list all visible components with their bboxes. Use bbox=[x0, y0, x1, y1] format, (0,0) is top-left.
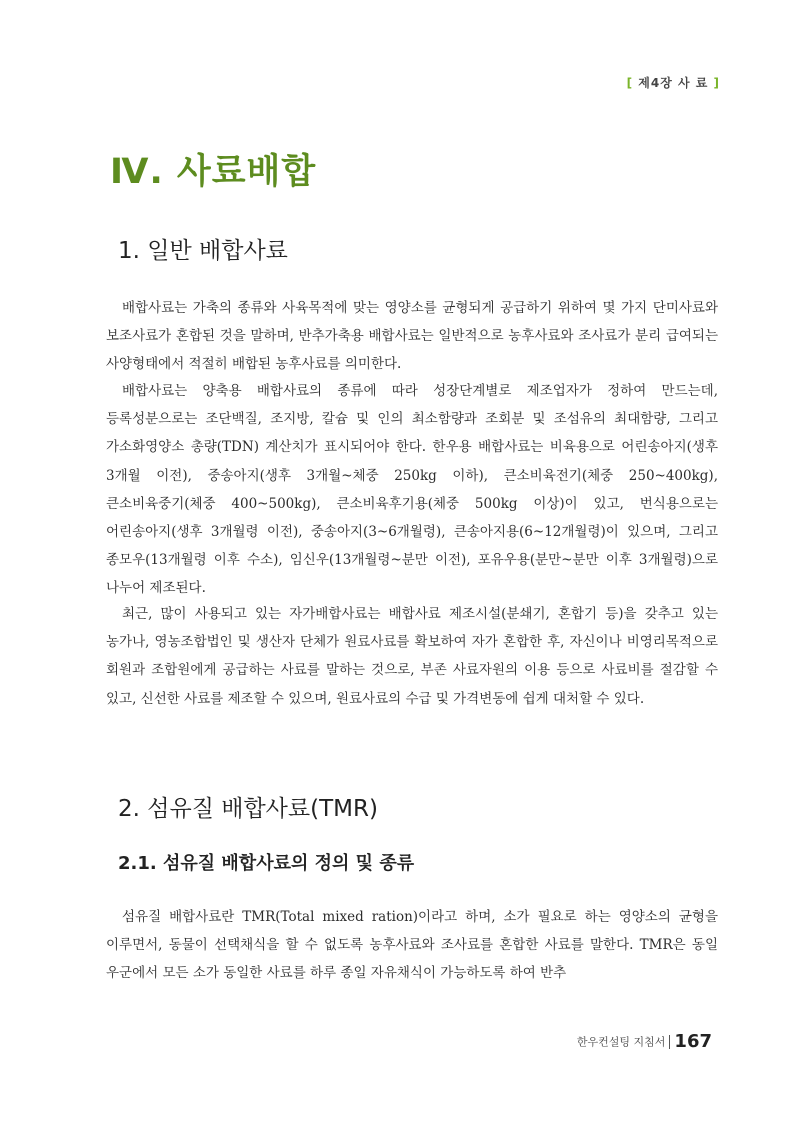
paragraph-4: 섬유질 배합사료란 TMR(Total mixed ration)이라고 하며, 소가 필요로 하는 영양소의 균형을 이루면서, 동물이 선택채식을 할 수 없도록 농후사료와 조사료를 혼합한 사료를 말한다. TMR은 동일 우군에서 모든 소가 동일한 사료를 하루 종일 자유채식이 가능하도록 하여 반추 bbox=[106, 909, 718, 982]
subsubsection-heading: 2.1. 섬유질 배합사료의 정의 및 종류 bbox=[118, 853, 415, 874]
bracket-open: [ bbox=[626, 76, 634, 90]
paragraph-2: 배합사료는 양축용 배합사료의 종류에 따라 성장단계별로 제조업자가 정하여 만드는데, 등록성분으로는 조단백질, 조지방, 칼슘 및 인의 최소함량과 조회분 및 조섬유의 최대함량, 그리고 가소화영양소 총량(TDN) 계산치가 표시되어야 한다. 한우용 배합사료는 비육용으로 어린송아지(생후 3개월 이전), 중송아지(생후 3개월~체중 250kg 이하), 큰소비육전기(체중 250~400kg), 큰소비육중기(체중 400~500kg), 큰소비육후기용(체중 500kg 이상)이 있고, 번식용으로는 어린송아지(생후 3개월령 이전), 중송아지(3~6개월령), 큰송아지용(6~12개월령)이 있으며, 그리고 종모우(13개월령 이후 수소), 임신우(13개월령~분만 이전), 포유우용(분만~분만 이후 3개월령)으로 나누어 제조된다. bbox=[106, 383, 718, 597]
bracket-close: ] bbox=[713, 76, 720, 90]
paragraph-3: 최근, 많이 사용되고 있는 자가배합사료는 배합사료 제조시설(분쇄기, 혼합기 등)을 갖추고 있는 농가나, 영농조합법인 및 생산자 단체가 원료사료를 확보하여 자가 혼합한 후, 자신이나 비영리목적으로 회원과 조합원에게 공급하는 사료를 말하는 것으로, 부존 사료자원의 이용 등으로 사료비를 절감할 수 있고, 신선한 사료를 제조할 수 있으며, 원료사료의 수급 및 가격변동에 쉽게 대처할 수 있다. bbox=[106, 606, 718, 707]
subsection-heading-1: 1. 일반 배합사료 bbox=[118, 238, 288, 264]
page-number: 167 bbox=[674, 1031, 712, 1052]
book-title: 한우컨설팅 지침서 bbox=[576, 1035, 666, 1049]
page-footer bbox=[577, 1031, 712, 1052]
chapter-label: 제4장 사 료 bbox=[638, 76, 709, 90]
paragraph-1: 배합사료는 가축의 종류와 사육목적에 맞는 영양소를 균형되게 공급하기 위하여 몇 가지 단미사료와 보조사료가 혼합된 것을 말하며, 반추가축용 배합사료는 일반적으로 농후사료와 조사료가 분리 급여되는 사양형태에서 적절히 배합된 농후사료를 의미한다. bbox=[106, 300, 718, 373]
subsection-heading-2: 2. 섬유질 배합사료(TMR) bbox=[118, 796, 378, 822]
chapter-tag bbox=[627, 74, 720, 91]
footer-divider bbox=[669, 1035, 670, 1049]
section-title: Ⅳ. 사료배합 bbox=[110, 152, 317, 192]
